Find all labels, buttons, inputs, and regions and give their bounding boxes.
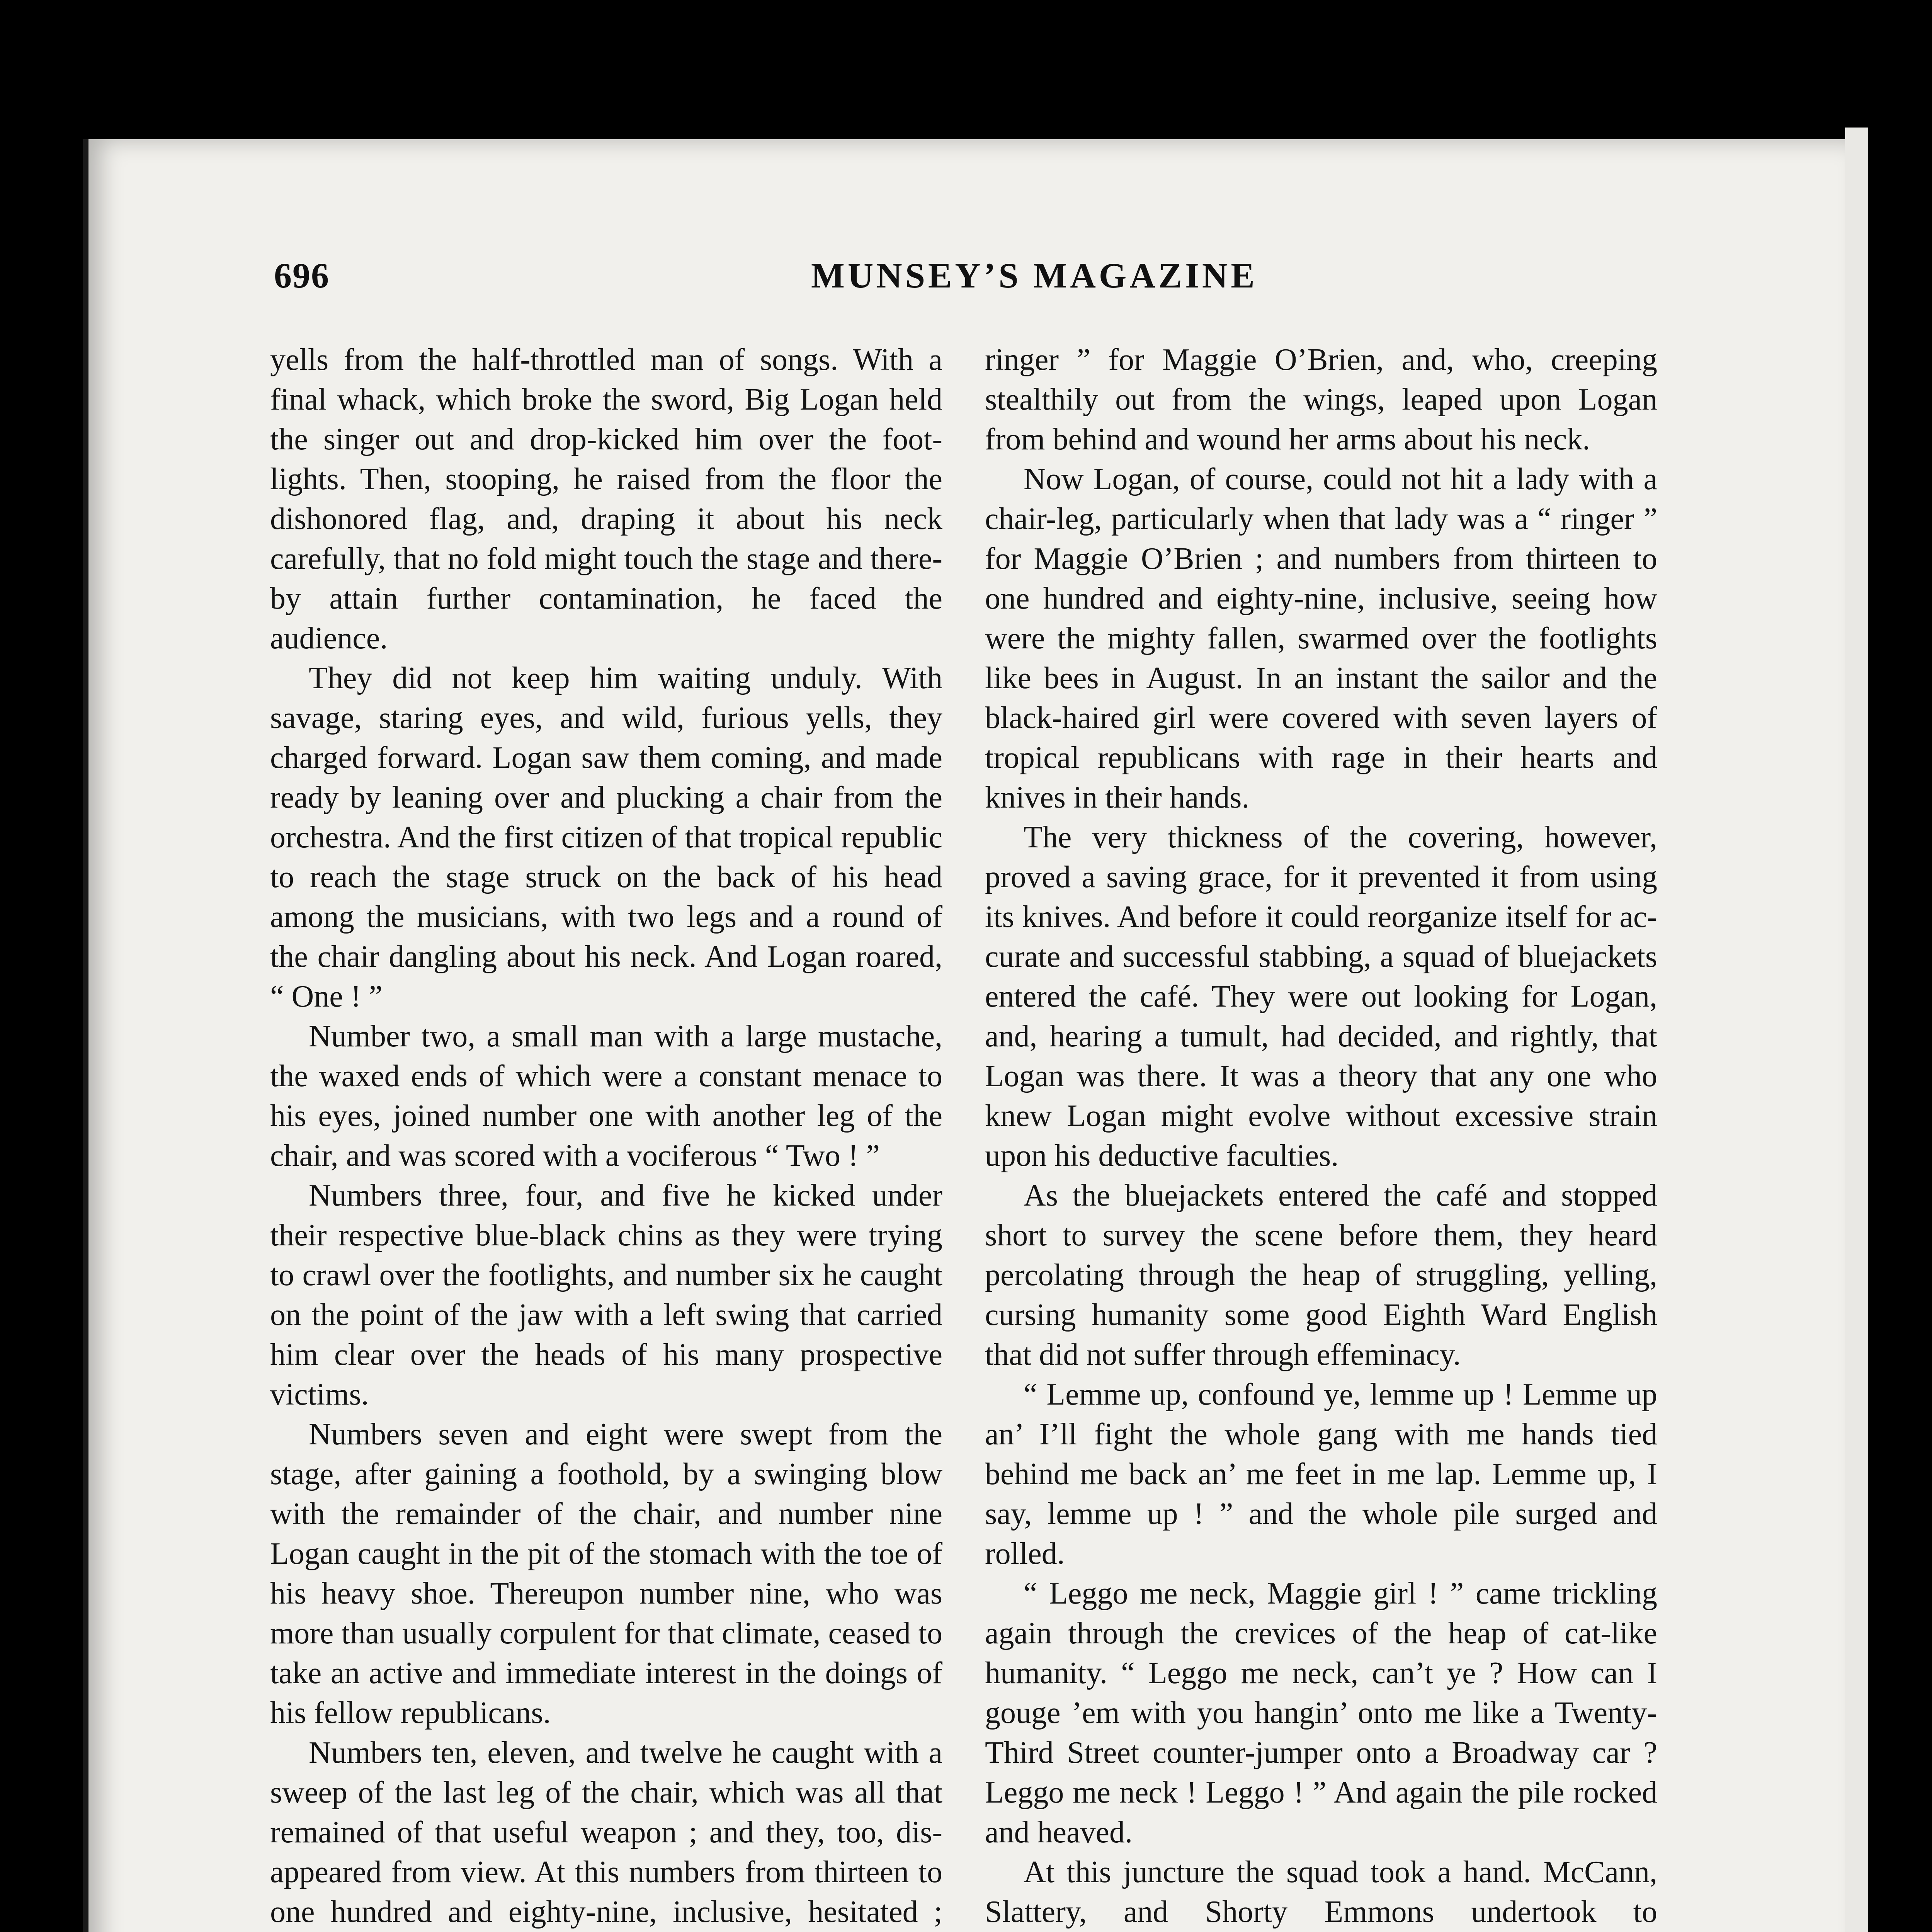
right-column	[985, 340, 1657, 1932]
paragraph: “ Lemme up, confound ye, lemme up ! Lemme up an’ I’ll fight the whole gang with me hands tied behind me back an’ me feet in me lap. Lemme up, I say, lemme up ! ” and the whole pile surged and rolled.	[985, 1378, 1657, 1571]
paragraph: Numbers seven and eight were swept from the stage, after gaining a foothold, by a swinging blow with the remainder of the chair, and number nine Logan caught in the pit of the stomach with the toe of his heavy shoe. Thereupon number nine, who was more than usually corpulent for that climate, ceased to take an active and immediate interest in the doings of his fellow republicans.	[270, 1417, 942, 1730]
paragraph: Numbers ten, eleven, and twelve he caught with a sweep of the last leg of the chair, which was all that remained of that useful weapon ; and they, too, disappeared from view. At this numbers from thirteen to one hundred and eighty-nine, inclusive, hesitated ;	[270, 1736, 942, 1929]
paragraph: They did not keep him waiting unduly. With savage, staring eyes, and wild, furious yells, they charged forward. Logan saw them coming, and made ready by leaning over and plucking a chair from the orchestra. And the first citizen of that tropical republic to reach the stage struck on the back of his head among the musicians, with two legs and a round of the chair dangling about his neck. And Logan roared, “ One ! ”	[270, 661, 942, 1014]
paragraph: As the bluejackets entered the café and stopped short to survey the scene before them, they heard percolating through the heap of struggling, yelling, cursing humanity some good Eighth Ward English that did not suffer through effeminacy.	[985, 1179, 1657, 1372]
page-number: 696	[274, 256, 330, 295]
paragraph: “ Leggo me neck, Maggie girl ! ” came trickling again through the crevices of the heap of cat-like humanity. “ Leggo me neck, can’t ye ? How can I gouge ’em with you hangin’ onto me like a Twenty-Third Street counter-jumper onto a Broadway car ? Leggo me neck ! Leggo ! ” And again the pile rocked and heaved.	[985, 1577, 1657, 1849]
paragraph: The very thickness of the covering, however, proved a saving grace, for it prevented it from using its knives. And before it could reorganize itself for accurate and successful stabbing, a squad of bluejackets entered the café. They were out looking for Logan, and, hearing a tumult, had decided, and rightly, that Logan was there. It was a theory that any one who knew Logan might evolve without excessive strain upon his deductive faculties.	[985, 820, 1657, 1173]
left-column	[270, 340, 942, 1932]
paragraph: Number two, a small man with a large mustache, the waxed ends of which were a constant menace to his eyes, joined number one with another leg of the chair, and was scored with a vociferous “ Two ! ”	[270, 1019, 942, 1173]
magazine-title: MUNSEY’S MAGAZINE	[811, 256, 1258, 295]
paragraph: yells from the half-throttled man of songs. With a final whack, which broke the sword, Big Logan held the singer out and drop-kicked him over the footlights. Then, stooping, he raised from the floor the dishonored flag, and, draping it about his neck carefully, that no fold might touch the stage and thereby attain further contamination, he faced the audience.	[270, 343, 942, 655]
running-head	[274, 255, 1704, 305]
facing-page-edge	[1845, 128, 1868, 1932]
paragraph: Numbers three, four, and five he kicked under their respective blue-black chins as they were trying to crawl over the footlights, and number six he caught on the point of the jaw with a left swing that carried him clear over the heads of his many prospective victims.	[270, 1179, 942, 1412]
paragraph: ringer ” for Maggie O’Brien, and, who, creeping stealthily out from the wings, leaped upon Logan from behind and wound her arms about his neck.	[985, 343, 1657, 456]
magazine-page	[83, 139, 1850, 1932]
paragraph: At this juncture the squad took a hand. McCann, Slattery, and Shorty Emmons undertook to	[985, 1855, 1657, 1929]
paragraph: Now Logan, of course, could not hit a lady with a chair-leg, particularly when that lady was a “ ringer ” for Maggie O’Brien ; and numbers from thirteen to one hundred and eighty-nine, inclusive, seeing how were the mighty fallen, swarmed over the footlights like bees in August. In an instant the sailor and the black-haired girl were covered with seven layers of tropical republicans with rage in their hearts and knives in their hands.	[985, 462, 1657, 815]
